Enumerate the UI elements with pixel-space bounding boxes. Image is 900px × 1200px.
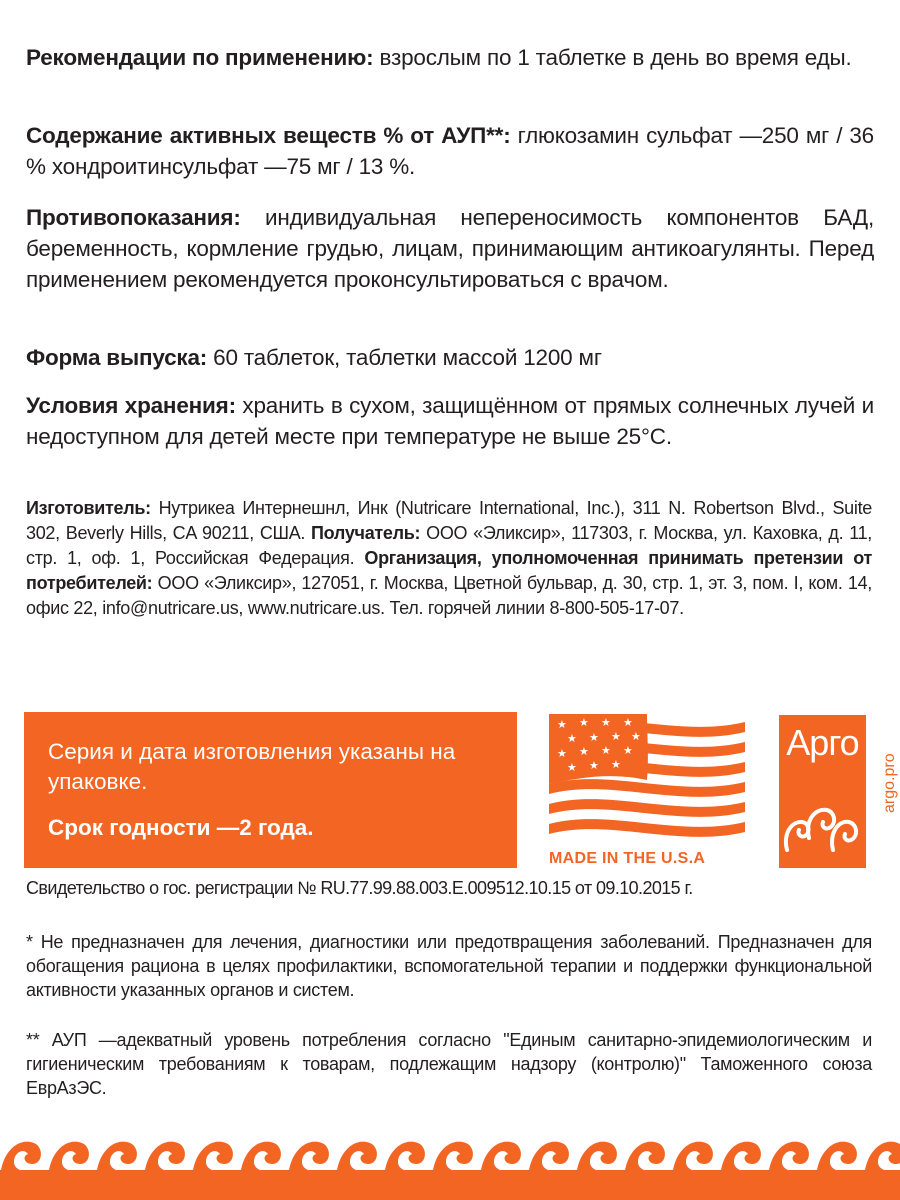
svg-text:★: ★ [557,718,567,731]
argo-site-text: argo.pro [881,753,898,813]
wave-curl [432,1142,480,1178]
wave-curl [816,1142,864,1178]
wave-curl [720,1142,768,1178]
contraindications-text: индивидуальная непереносимость компонентов БАД, беременность, кормление грудью, лицам, принимающим антикоагулянты. Перед применением рекомендуется проконсультироваться с врачом. [26,205,874,292]
wave-curl [96,1142,144,1178]
content-text: глюкозамин сульфат —250 мг / 36 % хондроитинсульфат —75 мг / 13 %. [26,123,874,179]
usage-section [26,42,874,73]
spiral-waves-icon [783,798,863,858]
usa-flag-icon [549,714,745,842]
wave-curl [768,1142,816,1178]
manufacturer-text: Нутрикеа Интернешнл, Инк (Nutricare International, Inc.), 311 N. Robertson Blvd., Suite 302, Beverly Hills, CA 90211, США. [26,498,872,543]
svg-text:★: ★ [589,759,599,772]
wave-curl [624,1142,672,1178]
wave-curl [480,1142,528,1178]
svg-text:★: ★ [601,716,611,729]
content-section [26,120,874,182]
form-label: Форма выпуска: [26,345,208,370]
svg-text:★: ★ [611,758,621,771]
claims-text: ООО «Эликсир», 127051, г. Москва, Цветной бульвар, д. 30, стр. 1, эт. 3, пом. I, ком. 14, офис 22, info@nutricare.us, www.nutricare.us. Тел. горячей линии 8-800-505-17-07. [26,573,872,618]
wave-curl [384,1142,432,1178]
usage-label: Рекомендации по применению: [26,45,374,70]
argo-brand-text: Арго [786,722,859,763]
wave-curl [672,1142,720,1178]
made-in-usa-text: MADE IN THE U.S.A [549,850,706,867]
batch-text: Серия и дата изготовления указаны на упаковке. [48,739,456,794]
wave-curl [144,1142,192,1178]
storage-label: Условия хранения: [26,393,236,418]
wave-curl [240,1142,288,1178]
shelf-life-text: Срок годности —2 года. [48,815,314,840]
svg-text:★: ★ [631,730,641,743]
claims-label: Организация, уполномоченная принимать претензии от потребителей: [26,548,872,593]
wave-curl [864,1142,900,1178]
svg-text:★: ★ [589,731,599,744]
svg-text:★: ★ [579,745,589,758]
footnote-two: ** АУП —адекватный уровень потребления согласно "Единым санитарно-эпидемиологическим и гигиеническим требованиям к товарам, подлежащим надзору (контролю)" Таможенного союза ЕврАзЭС. [26,1030,872,1098]
svg-text:★: ★ [601,744,611,757]
usage-text: взрослым по 1 таблетке в день во время еды. [373,45,852,70]
svg-text:★: ★ [623,744,633,757]
form-section [26,342,874,373]
wave-curl [0,1142,48,1178]
wave-curl [528,1142,576,1178]
contraindications-label: Противопоказания: [26,205,241,230]
svg-text:★: ★ [579,716,589,729]
wave-curl [576,1142,624,1178]
svg-text:★: ★ [623,716,633,729]
wave-border-icon [0,1118,900,1200]
storage-text: хранить в сухом, защищённом от прямых солнечных лучей и недоступном для детей месте при температуре не выше 25°С. [26,393,874,449]
wave-curl [336,1142,384,1178]
svg-text:★: ★ [557,747,567,760]
contraindications-section [26,202,874,295]
storage-section [26,390,874,452]
svg-text:★: ★ [567,761,577,774]
manufacturer-section [26,496,872,621]
recipient-text: ООО «Эликсир», 117303, г. Москва, ул. Каховка, д. 11, стр. 1, оф. 1, Российская Федерация. [26,523,872,568]
wave-curl [192,1142,240,1178]
footnote-one: * Не предназначен для лечения, диагностики или предотвращения заболеваний. Предназначен для обогащения рациона в целях профилактики, вспомогательной терапии и поддержки функциональной активности указанных органов и систем. [26,932,872,1000]
batch-info-panel [24,712,517,868]
svg-text:★: ★ [611,730,621,743]
svg-text:★: ★ [567,732,577,745]
manufacturer-label: Изготовитель: [26,498,151,518]
registration-text: Свидетельство о гос. регистрации № RU.77.99.88.003.Е.009512.10.15 от 09.10.2015 г. [26,878,693,898]
wave-curl [288,1142,336,1178]
content-label: Содержание активных веществ % от АУП**: [26,123,511,148]
form-text: 60 таблеток, таблетки массой 1200 мг [207,345,602,370]
wave-curl [48,1142,96,1178]
recipient-label: Получатель: [311,523,421,543]
